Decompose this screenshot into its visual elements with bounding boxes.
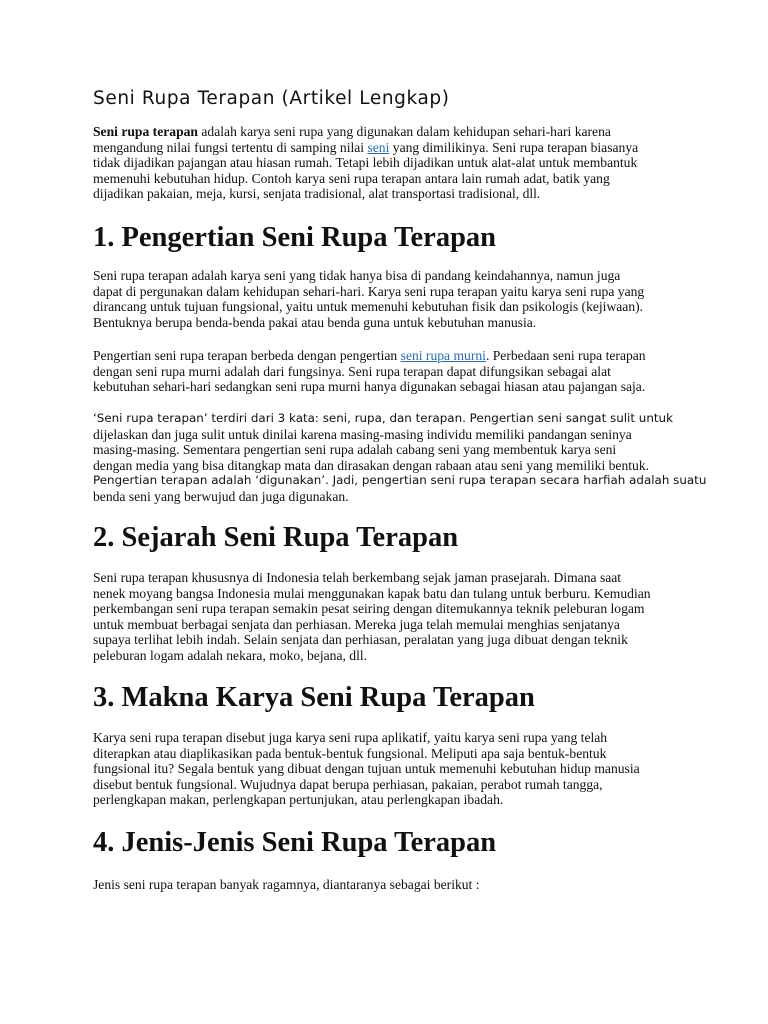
intro-line-4: memenuhi kebutuhan hidup. Contoh karya seni rupa terapan antara lain rumah adat, batik yang: [93, 170, 610, 186]
intro-line-5: dijadikan pakaian, meja, kursi, senjata tradisional, alat transportasi tradisional, dll.: [93, 186, 541, 202]
intro-line-3: tidak dijadikan pajangan atau hiasan rumah. Tetapi lebih dijadikan untuk alat-alat untuk membantuk: [93, 155, 638, 171]
makna-paragraph: Karya seni rupa terapan disebut juga karya seni rupa aplikatif, yaitu karya seni rupa yang telah diterapkan atau diaplikasikan pada bentuk-bentuk fungsional. Meliputi apa saja bentuk-bentuk fungsional itu? Segala bentuk yang dibuat dengan tujuan untuk memenuhi kebutuhan hidup manusia disebut bentuk fungsional. Wujudnya dapat berupa perhiasan, pakaian, perabot rumah tangga, perlengkapan makan, perlengkapan pertunjukan, atau perlengkapan ibadah.: [93, 730, 640, 808]
pengertian-paragraph-1: Seni rupa terapan adalah karya seni yang tidak hanya bisa di pandang keindahannya, namun juga dapat di pergunakan dalam kehidupan sehari-hari. Karya seni rupa terapan yaitu karya seni rupa yang dirancang untuk tujuan fungsional, yaitu untuk memenuhi kebutuhan fisik dan psikologis (kejiwaan). Bentuknya berupa benda-benda pakai atau benda guna untuk kebutuhan manusia.: [93, 268, 645, 330]
intro-lead-bold: Seni rupa terapan: [93, 124, 198, 139]
document-title: Seni Rupa Terapan (Artikel Lengkap): [93, 88, 450, 109]
section-heading-jenis: 4. Jenis-Jenis Seni Rupa Terapan: [93, 827, 497, 858]
pengertian-paragraph-3: ‘Seni rupa terapan’ terdiri dari 3 kata: seni, rupa, dan terapan. Pengertian seni sangat sulit untuk dijelaskan dan juga sulit untuk dinilai karena masing-masing individu memiliki pandangan seninya masing-masing. Sementara pengertian seni rupa adalah cabang seni yang membentuk karya seni dengan media yang bisa ditangkap mata dan dirasakan dengan rabaan atau seni yang memiliki bentuk. Pengertian terapan adalah ‘digunakan’. Jadi, pengertian seni rupa terapan secara harfiah adalah suatu benda seni yang berwujud dan juga digunakan.: [93, 411, 707, 504]
intro-line-1: Seni rupa terapan adalah karya seni rupa yang digunakan dalam kehidupan sehari-hari karena: [93, 124, 611, 139]
section-heading-pengertian: 1. Pengertian Seni Rupa Terapan: [93, 222, 497, 253]
jenis-paragraph: Jenis seni rupa terapan banyak ragamnya, diantaranya sebagai berikut :: [93, 877, 480, 892]
section-heading-sejarah: 2. Sejarah Seni Rupa Terapan: [93, 522, 459, 553]
sejarah-paragraph: Seni rupa terapan khususnya di Indonesia telah berkembang sejak jaman prasejarah. Dimana saat nenek moyang bangsa Indonesia mulai menggunakan kapak batu dan tulang untuk berburu. Kemudian perkembangan seni rupa terapan semakin pesat seiring dengan ditemukannya teknik peleburan logam untuk membuat berbagai senjata dan perhiasan. Mereka juga telah memulai menghias senjatanya supaya terlihat lebih indah. Selain senjata dan perhiasan, peralatan yang juga dibuat dengan teknik peleburan logam adalah nekara, moko, bejana, dll.: [93, 570, 651, 663]
intro-line-2: mengandung nilai fungsi tertentu di samping nilai seni yang dimilikinya. Seni rupa terapan biasanya: [93, 139, 639, 155]
pengertian-paragraph-2: Pengertian seni rupa terapan berbeda dengan pengertian seni rupa murni. Perbedaan seni rupa terapan dengan seni rupa murni adalah dari fungsinya. Seni rupa terapan dapat difungsikan sebagai alat kebutuhan sehari-hari sedangkan seni rupa murni hanya digunakan sebagai hiasan atau pajangan saja.: [93, 348, 646, 395]
seni-link[interactable]: seni: [367, 139, 390, 155]
intro-paragraph: [93, 124, 683, 202]
seni-rupa-murni-link[interactable]: seni rupa murni: [400, 348, 486, 363]
section-heading-makna: 3. Makna Karya Seni Rupa Terapan: [93, 682, 535, 713]
